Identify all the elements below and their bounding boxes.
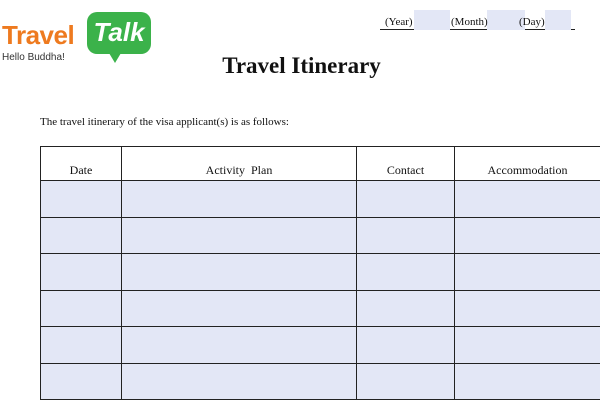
- table-row: [41, 217, 600, 254]
- accommodation-cell[interactable]: [455, 363, 600, 400]
- month-label: (Month): [451, 16, 488, 28]
- activity-plan-cell[interactable]: [122, 217, 357, 254]
- logo-text-travel: Travel: [2, 20, 75, 50]
- date-line: [380, 10, 575, 30]
- date-cell[interactable]: [41, 217, 122, 254]
- year-field[interactable]: [414, 10, 450, 30]
- accommodation-cell[interactable]: [455, 181, 600, 218]
- activity-plan-cell[interactable]: [122, 290, 357, 327]
- activity-plan-cell[interactable]: [122, 327, 357, 364]
- contact-cell[interactable]: [357, 290, 455, 327]
- table-header-row: [41, 147, 600, 181]
- column-header-contact: Contact: [357, 147, 455, 181]
- table-row: [41, 327, 600, 364]
- contact-cell[interactable]: [357, 327, 455, 364]
- date-cell[interactable]: [41, 254, 122, 291]
- accommodation-cell[interactable]: [455, 254, 600, 291]
- table-row: [41, 363, 600, 400]
- column-header-date: Date: [41, 147, 122, 181]
- table-row: [41, 254, 600, 291]
- logo-text-talk: Talk: [93, 17, 145, 47]
- date-cell[interactable]: [41, 181, 122, 218]
- speech-bubble-icon: [87, 12, 151, 54]
- table-row: [41, 290, 600, 327]
- itinerary-table: [40, 146, 600, 400]
- date-cell[interactable]: [41, 327, 122, 364]
- contact-cell[interactable]: [357, 254, 455, 291]
- accommodation-cell[interactable]: [455, 290, 600, 327]
- column-header-accommodation: Accommodation: [455, 147, 600, 181]
- accommodation-cell[interactable]: [455, 327, 600, 364]
- contact-cell[interactable]: [357, 217, 455, 254]
- activity-plan-cell[interactable]: [122, 254, 357, 291]
- column-header-activity-plan: Activity Plan: [122, 147, 357, 181]
- intro-text: The travel itinerary of the visa applicant(s) is as follows:: [40, 116, 289, 128]
- date-cell[interactable]: [41, 290, 122, 327]
- date-cell[interactable]: [41, 363, 122, 400]
- contact-cell[interactable]: [357, 181, 455, 218]
- day-field[interactable]: [545, 10, 571, 30]
- table-row: [41, 181, 600, 218]
- year-label: (Year): [385, 16, 413, 28]
- accommodation-cell[interactable]: [455, 217, 600, 254]
- logo-tagline: Hello Buddha!: [2, 52, 65, 63]
- activity-plan-cell[interactable]: [122, 363, 357, 400]
- page-title: Travel Itinerary: [222, 53, 381, 78]
- day-label: (Day): [519, 16, 545, 28]
- activity-plan-cell[interactable]: [122, 181, 357, 218]
- contact-cell[interactable]: [357, 363, 455, 400]
